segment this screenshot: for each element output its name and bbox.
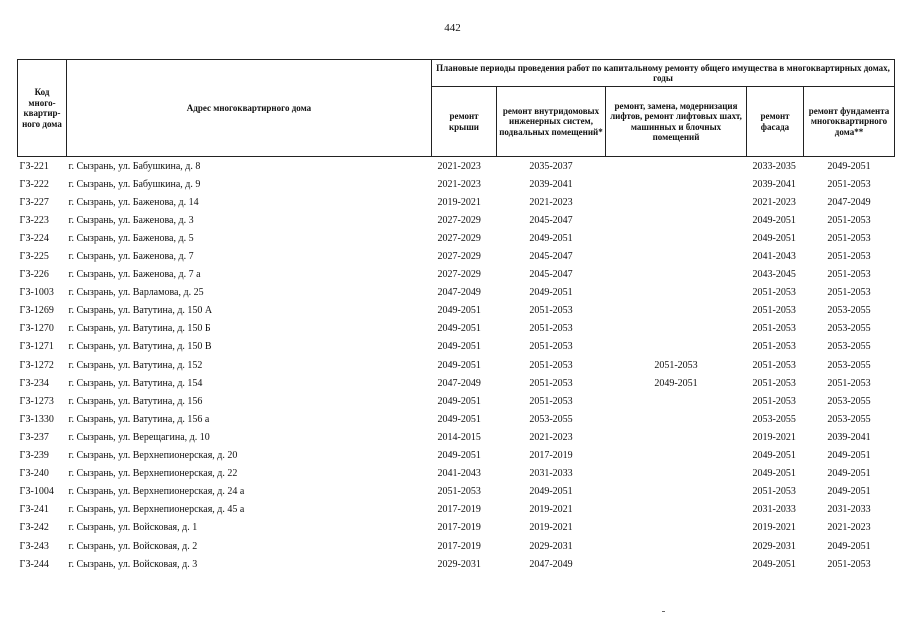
cell-facade: 2049-2051 <box>752 450 796 462</box>
cell-engineering: 2049-2051 <box>529 287 573 299</box>
cell-code: ГЗ-224 <box>19 232 49 244</box>
cell-facade: 2051-2053 <box>752 341 796 353</box>
cell-facade: 2051-2053 <box>752 305 796 317</box>
cell-facade: 2051-2053 <box>752 287 796 299</box>
cell-engineering: 2017-2019 <box>529 450 573 462</box>
cell-foundation: 2039-2041 <box>827 431 871 443</box>
cell-facade: 2049-2051 <box>752 214 796 226</box>
cell-address: г. Сызрань, ул. Варламова, д. 25 <box>68 287 204 299</box>
cell-facade: 2053-2055 <box>752 413 796 425</box>
table-row <box>18 284 895 302</box>
cell-foundation: 2021-2023 <box>827 522 871 534</box>
cell-foundation: 2051-2053 <box>827 214 871 226</box>
cell-lifts <box>606 320 747 338</box>
cell-foundation: 2053-2055 <box>827 341 871 353</box>
cell-facade: 2051-2053 <box>752 486 796 498</box>
cell-foundation: 2049-2051 <box>827 450 871 462</box>
header-code: Код много-квартир-ного дома <box>18 60 67 157</box>
cell-roof: 2047-2049 <box>437 287 481 299</box>
cell-roof: 2021-2023 <box>437 178 481 190</box>
cell-foundation: 2049-2051 <box>827 468 871 480</box>
table-row <box>18 428 895 446</box>
cell-code: ГЗ-221 <box>19 160 49 172</box>
cell-address: г. Сызрань, ул. Ватутина, д. 150 В <box>68 341 212 353</box>
cell-lifts <box>606 229 747 247</box>
cell-engineering: 2051-2053 <box>529 323 573 335</box>
cell-engineering: 2039-2041 <box>529 178 573 190</box>
cell-address: г. Сызрань, ул. Ватутина, д. 150 Б <box>68 323 211 335</box>
cell-foundation: 2047-2049 <box>827 196 871 208</box>
cell-lifts <box>606 338 747 356</box>
cell-code: ГЗ-227 <box>19 196 49 208</box>
cell-code: ГЗ-226 <box>19 269 49 281</box>
table-row <box>18 266 895 284</box>
cell-facade: 2049-2051 <box>752 232 796 244</box>
cell-code: ГЗ-243 <box>19 540 49 552</box>
cell-roof: 2049-2051 <box>437 395 481 407</box>
cell-foundation: 2049-2051 <box>827 486 871 498</box>
cell-facade: 2041-2043 <box>752 251 796 263</box>
cell-code: ГЗ-1271 <box>19 341 54 353</box>
cell-engineering: 2031-2033 <box>529 468 573 480</box>
cell-roof: 2049-2051 <box>437 359 481 371</box>
cell-engineering: 2019-2021 <box>529 504 573 516</box>
cell-code: ГЗ-1273 <box>19 395 54 407</box>
cell-foundation: 2051-2053 <box>827 178 871 190</box>
cell-lifts <box>606 465 747 483</box>
cell-address: г. Сызрань, ул. Бабушкина, д. 8 <box>68 160 201 172</box>
cell-engineering: 2051-2053 <box>529 395 573 407</box>
scan-speck <box>662 611 665 612</box>
table-row <box>18 175 895 193</box>
cell-facade: 2031-2033 <box>752 504 796 516</box>
cell-engineering: 2049-2051 <box>529 486 573 498</box>
cell-roof: 2027-2029 <box>437 232 481 244</box>
cell-engineering: 2035-2037 <box>529 160 573 172</box>
cell-lifts: 2051-2053 <box>654 359 698 371</box>
cell-address: г. Сызрань, ул. Ватутина, д. 156 <box>68 395 203 407</box>
cell-lifts <box>606 175 747 193</box>
cell-facade: 2051-2053 <box>752 323 796 335</box>
cell-code: ГЗ-234 <box>19 377 49 389</box>
table-row <box>18 302 895 320</box>
cell-engineering: 2051-2053 <box>529 305 573 317</box>
cell-roof: 2051-2053 <box>437 486 481 498</box>
cell-foundation: 2051-2053 <box>827 558 871 570</box>
cell-address: г. Сызрань, ул. Верхнепионерская, д. 20 <box>68 450 238 462</box>
cell-roof: 2049-2051 <box>437 450 481 462</box>
cell-facade: 2029-2031 <box>752 540 796 552</box>
cell-lifts <box>606 157 747 176</box>
header-lifts: ремонт, замена, модернизация лифтов, ремонт лифтовых шахт, машинных и блочных помещений <box>606 87 747 157</box>
cell-address: г. Сызрань, ул. Верхнепионерская, д. 45 а <box>68 504 245 516</box>
cell-foundation: 2051-2053 <box>827 287 871 299</box>
cell-lifts <box>606 555 747 573</box>
cell-code: ГЗ-242 <box>19 522 49 534</box>
cell-lifts: 2049-2051 <box>654 377 698 389</box>
cell-engineering: 2021-2023 <box>529 196 573 208</box>
table-body <box>18 157 895 574</box>
cell-lifts <box>606 193 747 211</box>
cell-engineering: 2019-2021 <box>529 522 573 534</box>
cell-roof: 2041-2043 <box>437 468 481 480</box>
cell-facade: 2049-2051 <box>752 468 796 480</box>
cell-address: г. Сызрань, ул. Ватутина, д. 150 А <box>68 305 213 317</box>
cell-address: г. Сызрань, ул. Бабушкина, д. 9 <box>68 178 201 190</box>
table-row <box>18 229 895 247</box>
table-row <box>18 392 895 410</box>
cell-roof: 2047-2049 <box>437 377 481 389</box>
cell-engineering: 2051-2053 <box>529 341 573 353</box>
cell-lifts <box>606 211 747 229</box>
cell-code: ГЗ-237 <box>19 431 49 443</box>
header-roof: ремонт крыши <box>432 87 497 157</box>
cell-engineering: 2051-2053 <box>529 377 573 389</box>
cell-address: г. Сызрань, ул. Верещагина, д. 10 <box>68 431 210 443</box>
cell-address: г. Сызрань, ул. Верхнепионерская, д. 24 а <box>68 486 245 498</box>
table-row <box>18 338 895 356</box>
cell-code: ГЗ-222 <box>19 178 49 190</box>
cell-address: г. Сызрань, ул. Ватутина, д. 156 а <box>68 413 210 425</box>
header-engineering: ремонт внутридомовых инженерных систем, подвальных помещений* <box>497 87 606 157</box>
table-row <box>18 519 895 537</box>
table-row <box>18 374 895 392</box>
cell-foundation: 2049-2051 <box>827 160 871 172</box>
header-planned-periods: Плановые периоды проведения работ по капитальному ремонту общего имущества в многоквартирных домах, годы <box>432 60 895 87</box>
cell-code: ГЗ-1270 <box>19 323 54 335</box>
table-row <box>18 501 895 519</box>
cell-lifts <box>606 447 747 465</box>
cell-roof: 2029-2031 <box>437 558 481 570</box>
cell-roof: 2027-2029 <box>437 214 481 226</box>
table-row <box>18 320 895 338</box>
cell-lifts <box>606 501 747 519</box>
table-row <box>18 483 895 501</box>
cell-code: ГЗ-1003 <box>19 287 54 299</box>
cell-roof: 2021-2023 <box>437 160 481 172</box>
table-row <box>18 247 895 265</box>
cell-engineering: 2047-2049 <box>529 558 573 570</box>
header-foundation: ремонт фундамента многоквартирного дома** <box>804 87 895 157</box>
cell-foundation: 2053-2055 <box>827 395 871 407</box>
table-row <box>18 410 895 428</box>
cell-engineering: 2053-2055 <box>529 413 573 425</box>
cell-facade: 2051-2053 <box>752 377 796 389</box>
cell-code: ГЗ-241 <box>19 504 49 516</box>
cell-engineering: 2051-2053 <box>529 359 573 371</box>
cell-roof: 2014-2015 <box>437 431 481 443</box>
cell-foundation: 2053-2055 <box>827 323 871 335</box>
cell-lifts <box>606 392 747 410</box>
cell-address: г. Сызрань, ул. Баженова, д. 5 <box>68 232 194 244</box>
cell-address: г. Сызрань, ул. Войсковая, д. 2 <box>68 540 198 552</box>
cell-address: г. Сызрань, ул. Баженова, д. 7 а <box>68 269 201 281</box>
cell-facade: 2019-2021 <box>752 522 796 534</box>
cell-engineering: 2045-2047 <box>529 269 573 281</box>
cell-address: г. Сызрань, ул. Войсковая, д. 1 <box>68 522 198 534</box>
cell-address: г. Сызрань, ул. Ватутина, д. 152 <box>68 359 203 371</box>
cell-code: ГЗ-1330 <box>19 413 54 425</box>
cell-roof: 2017-2019 <box>437 522 481 534</box>
cell-facade: 2021-2023 <box>752 196 796 208</box>
table-row <box>18 157 895 176</box>
table-row <box>18 356 895 374</box>
table-row <box>18 211 895 229</box>
table-row <box>18 447 895 465</box>
table-row <box>18 465 895 483</box>
cell-address: г. Сызрань, ул. Войсковая, д. 3 <box>68 558 198 570</box>
cell-facade: 2051-2053 <box>752 359 796 371</box>
cell-engineering: 2045-2047 <box>529 214 573 226</box>
cell-lifts <box>606 266 747 284</box>
cell-code: ГЗ-244 <box>19 558 49 570</box>
cell-code: ГЗ-223 <box>19 214 49 226</box>
cell-foundation: 2031-2033 <box>827 504 871 516</box>
cell-lifts <box>606 537 747 555</box>
cell-code: ГЗ-1269 <box>19 305 54 317</box>
cell-foundation: 2051-2053 <box>827 232 871 244</box>
cell-lifts <box>606 284 747 302</box>
cell-engineering: 2021-2023 <box>529 431 573 443</box>
cell-code: ГЗ-239 <box>19 450 49 462</box>
cell-address: г. Сызрань, ул. Ватутина, д. 154 <box>68 377 203 389</box>
cell-foundation: 2051-2053 <box>827 251 871 263</box>
cell-foundation: 2049-2051 <box>827 540 871 552</box>
cell-facade: 2043-2045 <box>752 269 796 281</box>
cell-address: г. Сызрань, ул. Баженова, д. 14 <box>68 196 199 208</box>
cell-code: ГЗ-1004 <box>19 486 54 498</box>
cell-foundation: 2053-2055 <box>827 359 871 371</box>
cell-address: г. Сызрань, ул. Баженова, д. 3 <box>68 214 194 226</box>
cell-facade: 2039-2041 <box>752 178 796 190</box>
cell-roof: 2027-2029 <box>437 251 481 263</box>
cell-foundation: 2051-2053 <box>827 377 871 389</box>
cell-roof: 2049-2051 <box>437 413 481 425</box>
table-row <box>18 555 895 573</box>
cell-lifts <box>606 483 747 501</box>
cell-code: ГЗ-225 <box>19 251 49 263</box>
table-row <box>18 193 895 211</box>
cell-facade: 2051-2053 <box>752 395 796 407</box>
cell-roof: 2019-2021 <box>437 196 481 208</box>
cell-lifts <box>606 302 747 320</box>
cell-foundation: 2053-2055 <box>827 413 871 425</box>
cell-facade: 2033-2035 <box>752 160 796 172</box>
header-address: Адрес многоквартирного дома <box>67 60 432 157</box>
cell-code: ГЗ-240 <box>19 468 49 480</box>
cell-roof: 2017-2019 <box>437 504 481 516</box>
cell-code: ГЗ-1272 <box>19 359 54 371</box>
page-number: 442 <box>444 22 461 34</box>
cell-foundation: 2051-2053 <box>827 269 871 281</box>
cell-roof: 2049-2051 <box>437 323 481 335</box>
cell-address: г. Сызрань, ул. Баженова, д. 7 <box>68 251 194 263</box>
cell-roof: 2049-2051 <box>437 305 481 317</box>
cell-lifts <box>606 519 747 537</box>
cell-engineering: 2045-2047 <box>529 251 573 263</box>
cell-lifts <box>606 410 747 428</box>
cell-foundation: 2053-2055 <box>827 305 871 317</box>
capital-repair-table <box>17 59 895 573</box>
cell-engineering: 2049-2051 <box>529 232 573 244</box>
cell-engineering: 2029-2031 <box>529 540 573 552</box>
cell-address: г. Сызрань, ул. Верхнепионерская, д. 22 <box>68 468 238 480</box>
cell-roof: 2017-2019 <box>437 540 481 552</box>
cell-facade: 2049-2051 <box>752 558 796 570</box>
table-row <box>18 537 895 555</box>
cell-lifts <box>606 247 747 265</box>
cell-roof: 2027-2029 <box>437 269 481 281</box>
header-facade: ремонт фасада <box>747 87 804 157</box>
cell-facade: 2019-2021 <box>752 431 796 443</box>
cell-lifts <box>606 428 747 446</box>
cell-roof: 2049-2051 <box>437 341 481 353</box>
